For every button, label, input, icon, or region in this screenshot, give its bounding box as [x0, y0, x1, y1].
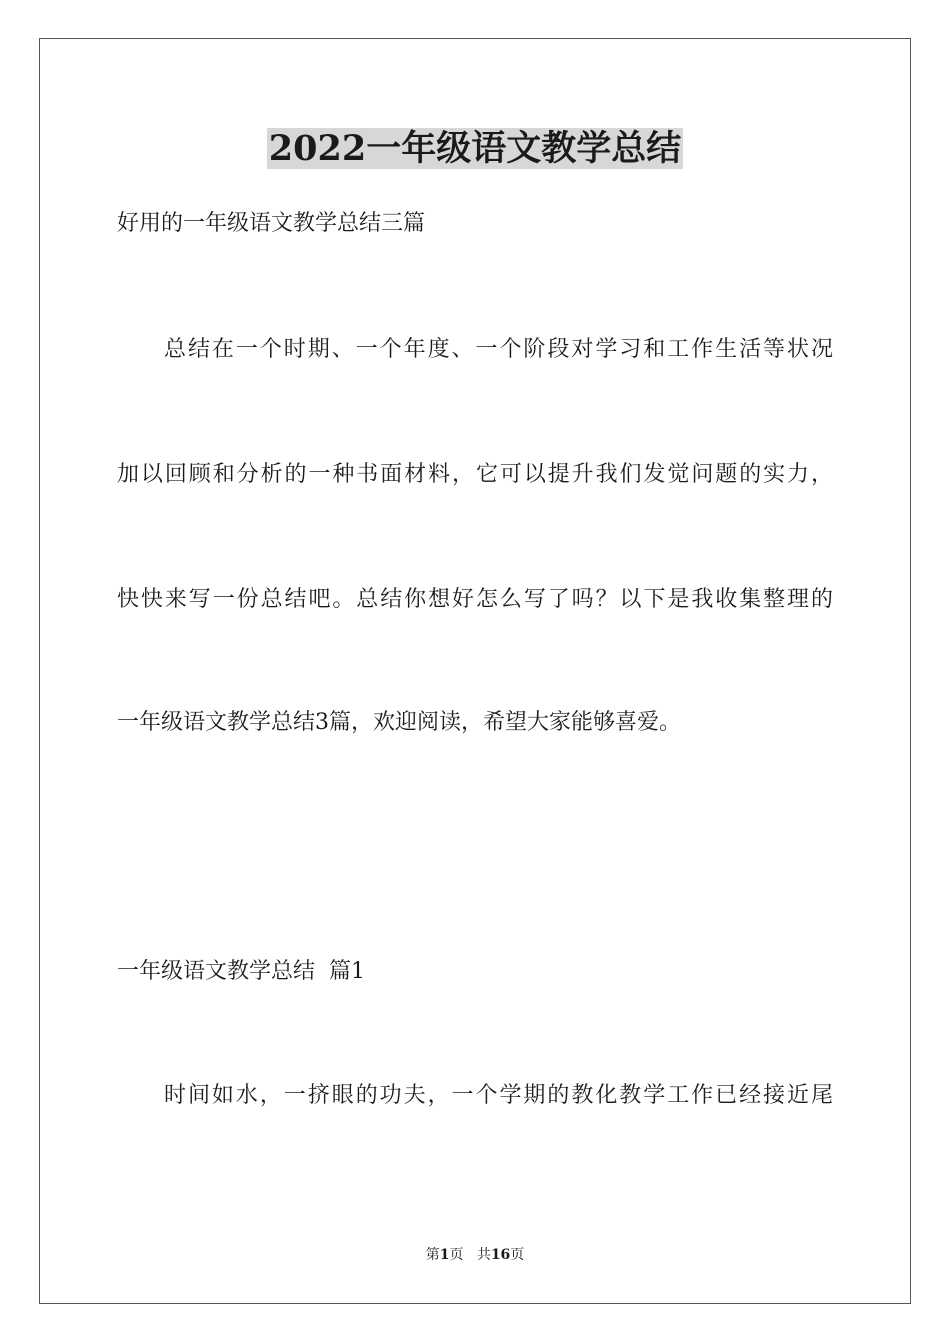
section-line-1: 时间如水，一挤眼的功夫，一个学期的教化教学工作已经接近尾 — [164, 1083, 833, 1108]
footer-total-pages: 16 — [490, 1247, 511, 1263]
intro-line-2: 加以回顾和分析的一种书面材料，它可以提升我们发觉问题的实力， — [117, 462, 833, 487]
page-footer — [0, 1246, 950, 1264]
footer-page-prefix: 第 — [425, 1247, 440, 1263]
footer-total-suffix: 页 — [510, 1247, 525, 1263]
footer-page-suffix: 页 — [449, 1247, 464, 1263]
document-subtitle: 好用的一年级语文教学总结三篇 — [117, 211, 426, 236]
footer-page-number: 1 — [439, 1247, 450, 1263]
section-heading: 一年级语文教学总结 篇1 — [117, 959, 365, 984]
intro-line-4: 一年级语文教学总结3篇，欢迎阅读，希望大家能够喜爱。 — [117, 710, 681, 735]
intro-line-1: 总结在一个时期、一个年度、一个阶段对学习和工作生活等状况 — [164, 337, 833, 362]
intro-line-3: 快快来写一份总结吧。总结你想好怎么写了吗？以下是我收集整理的 — [117, 587, 833, 612]
document-title — [0, 126, 950, 172]
footer-total-prefix: 共 — [476, 1247, 491, 1263]
document-title-text: 2022一年级语文教学总结 — [268, 128, 682, 169]
